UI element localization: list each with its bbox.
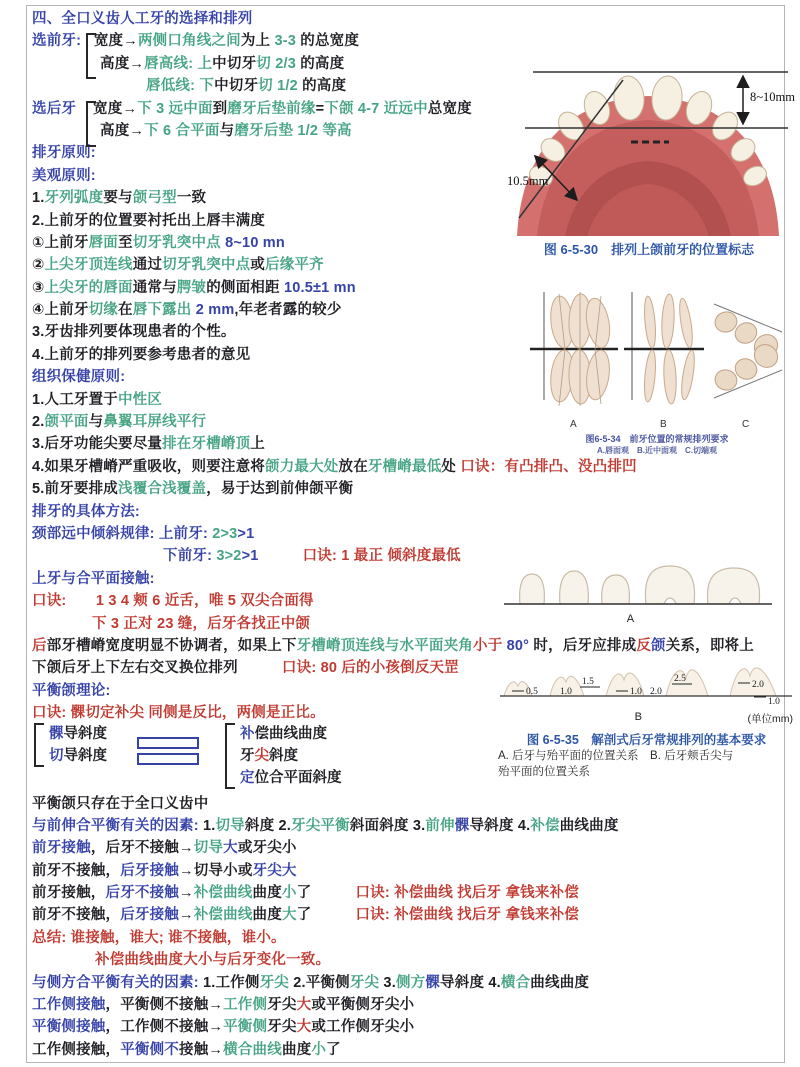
text-run: 上尖牙的唇面 (44, 279, 133, 296)
text-run: 小于 (473, 637, 503, 654)
svg-text:2.0: 2.0 (752, 680, 764, 690)
text-run: 髁 (425, 974, 441, 991)
text-run: 平衡颌只存在于全口义齿中 (32, 795, 209, 812)
text-run: ④上前牙 (32, 302, 89, 319)
text-run: 切导 (193, 840, 224, 857)
text-run: 浅覆合浅覆盖 (118, 481, 207, 498)
front-teeth-bracket (86, 33, 96, 79)
text-run: → (129, 55, 145, 72)
text-run: 平衡颌理论: (32, 682, 111, 699)
text-run: 补偿曲线 (193, 907, 253, 924)
text-run: 中切牙 (212, 55, 257, 72)
fig-b-label-row (498, 711, 795, 727)
text-run: 切牙乳突中点 (132, 234, 221, 251)
text-run: 横合曲线 (223, 1041, 282, 1058)
fig-a-label: A (626, 613, 635, 625)
text-run: 的高度 (297, 78, 347, 95)
text-run (238, 660, 282, 676)
text-run: 曲线曲度 (530, 974, 590, 991)
text-run: 一致 (176, 190, 207, 207)
text-run: 的高度 (295, 55, 345, 72)
text-run: 切 (49, 748, 64, 764)
text-run: 导斜度 (63, 726, 107, 742)
text-run: 在 (117, 302, 133, 319)
text-run: 唇高线: (144, 55, 198, 72)
text-run: 前牙接触 (32, 840, 91, 857)
text-run: 前伸 (425, 817, 455, 834)
text-run: 斜度 (269, 748, 298, 764)
text-run: 工作侧 (223, 997, 268, 1014)
text-run: 选前牙: (32, 33, 82, 50)
fig-6-5-35-sub1: A. 后牙与殆平面的位置关系 B. 后牙颊舌尖与 (498, 750, 734, 762)
text-run: → (179, 885, 194, 902)
text-run: ，后牙不接触→ (90, 840, 194, 857)
text-run: 的侧面相距 (206, 279, 284, 296)
text-run: 1. (32, 190, 45, 207)
text-run: 3. (412, 817, 426, 834)
text-run: 牙尖 (267, 997, 297, 1014)
text-run: 髁 (454, 817, 470, 834)
text-run: 口诀: 髁切定补尖 同侧是反比，两侧是正比。 (32, 705, 325, 722)
text-run: 偿曲线曲度 (254, 726, 327, 742)
text-run: 上牙与合平面接触: (32, 570, 155, 587)
text-run: 10.5±1 mn (283, 279, 356, 296)
fig-6-5-35-a (498, 552, 778, 629)
text-run: 排牙原则: (32, 145, 96, 162)
text-run: 或牙尖小 (237, 840, 297, 857)
unit-label: (单位mm) (747, 713, 793, 725)
section-title (32, 8, 792, 30)
text-run: → (122, 100, 138, 117)
condylar-incisal-group (34, 723, 107, 767)
text-run: 2.上前牙的位置要衬托出上唇丰满度 (32, 212, 265, 229)
tissue-5 (32, 478, 792, 500)
text-run: 部牙槽嵴宽度明显不协调者，如果上下 (46, 637, 297, 654)
text-run: 唇下露出 (132, 302, 192, 319)
text-run: 处 (441, 458, 461, 475)
text-run: 接触→ (179, 1041, 224, 1058)
text-run: 总结: 谁接触，谁大; 谁不接触，谁小。 (32, 929, 286, 946)
text-run: 牙尖 (267, 1019, 297, 1036)
text-run: >1 (241, 548, 259, 565)
text-run: 放在 (338, 458, 368, 475)
tissue-4 (32, 456, 792, 478)
text-run: 导斜度 (440, 974, 489, 991)
text-run: 补偿 (530, 817, 560, 834)
text-run: 3.牙齿排列要体现患者的个性。 (32, 324, 236, 341)
text-run: 1/2 (277, 78, 298, 95)
text-run: 下 3 正对 23 缝，后牙各找正中颌 (92, 615, 311, 632)
fig-6-5-35-sub2: 殆平面的位置关系 (498, 766, 590, 778)
text-run: 80° (502, 637, 530, 654)
fig-6-5-34-subcaption: A.唇面观 B.近中面观 C.切端观 (597, 446, 717, 455)
text-run: 切 (256, 55, 276, 72)
text-run: 腭皱 (176, 279, 207, 296)
text-run: 口诀: 补偿曲线 找后牙 拿钱来补偿 (355, 885, 579, 902)
text-run: 了 (296, 885, 312, 902)
text-run: 上 (197, 55, 213, 72)
text-run: 小 (281, 885, 297, 902)
text-run: 鼻翼耳屏线平行 (103, 414, 207, 431)
heading-specific-methods (32, 501, 792, 523)
text-run: 后牙不接触 (105, 885, 179, 902)
text-run: 了 (326, 1041, 341, 1058)
text-run: 磨牙后垫 1/2 等高 (234, 122, 352, 139)
text-run: 横合 (500, 974, 531, 991)
text-run: 反 (636, 637, 652, 654)
text-run: 2/3 (275, 55, 296, 72)
lateral-rule-1 (32, 994, 792, 1016)
palate-diagram (503, 58, 795, 236)
text-run: 或 (250, 257, 265, 274)
text-run: 颌弓型 (132, 190, 177, 207)
text-run: → (129, 122, 145, 139)
text-run: 牙尖平衡 (291, 817, 350, 834)
diagram-row (240, 723, 342, 745)
balance-note (32, 793, 792, 815)
text-run (259, 548, 303, 564)
diagram-row (240, 767, 342, 789)
text-run: 牙尖大 (252, 862, 297, 879)
text-run: 为上 (240, 33, 275, 50)
right-bracket (225, 723, 235, 789)
text-run: 后缘平齐 (265, 257, 324, 274)
svg-text:1.5: 1.5 (582, 677, 594, 687)
fig-6-5-30-caption: 图 6-5-30 排列上颌前牙的位置标志 (543, 242, 755, 257)
text-run: 4.如果牙槽嵴严重吸收，则要注意将 (32, 458, 265, 475)
text-run: 2 mm (191, 302, 235, 319)
text-run: 1.工作侧 (202, 974, 260, 991)
text-run: 中切牙 (214, 78, 259, 95)
text-run: 下 (199, 78, 215, 95)
fig-6-5-35-b (498, 656, 795, 780)
text-run: 口诀：有凸排凸、没凸排凹 (460, 458, 637, 475)
crossbite-rule-1 (32, 635, 792, 657)
text-run: 两侧口角线之间 (137, 33, 241, 50)
text-run: 牙尖 (349, 974, 380, 991)
text-run: 颈部远中倾斜规律: (32, 525, 159, 542)
text-run: 下 6 合平面 (144, 122, 220, 139)
text-run: 下前牙: (163, 548, 217, 565)
text-run (311, 885, 355, 901)
text-run: ，平衡侧不接触→ (105, 997, 224, 1014)
balance-factors-diagram (34, 723, 342, 789)
text-run: 到 (212, 100, 228, 117)
text-run: 选后牙 (32, 100, 77, 117)
tilt-rule-upper (32, 523, 792, 545)
posterior-teeth-occlusal-diagram (498, 552, 778, 608)
text-run: 2>3 (212, 525, 238, 542)
protrusive-rule-2 (32, 860, 792, 882)
text-run: 1.人工牙置于 (32, 391, 118, 408)
text-run: ，易于达到前伸颌平衡 (206, 481, 354, 498)
front-teeth-width (32, 30, 792, 52)
text-run: 唇面 (88, 234, 118, 251)
text-run: 与侧方合平衡有关的因素: (32, 974, 203, 991)
text-run: 5.前牙要排成 (32, 481, 118, 498)
text-run: 组织保健原则: (32, 369, 126, 386)
text-run: 美观原则: (32, 167, 96, 184)
text-run: 大 (296, 1019, 312, 1036)
text-run: 定 (240, 770, 255, 786)
text-run: 通常与 (132, 279, 177, 296)
text-run: 小 (311, 1041, 327, 1058)
posterior-teeth-cusp-height-diagram (498, 656, 795, 706)
text-run: 颌力最大处 (265, 458, 339, 475)
protrusive-rule-4 (32, 904, 792, 926)
protrusive-rule-1 (32, 837, 792, 859)
text-run: 曲度 (252, 885, 282, 902)
text-run: 至 (117, 234, 133, 251)
text-run: 切 (258, 78, 278, 95)
equals-symbol (137, 737, 199, 769)
text-run: 斜度 (244, 817, 279, 834)
text-run: → (123, 33, 138, 50)
text-run: 排牙的具体方法: (32, 503, 140, 520)
svg-text:1.0: 1.0 (768, 697, 780, 706)
dimension-10-5mm: 10.5mm (507, 174, 549, 188)
text-run: 曲线曲度 (559, 817, 619, 834)
panel-label-c: C (742, 419, 750, 430)
svg-text:2.5: 2.5 (674, 674, 686, 684)
text-run: 补 (240, 726, 255, 742)
text-run: ，工作侧不接触→ (105, 1019, 224, 1036)
text-run: 四、全口义齿人工牙的选择和排列 (32, 11, 253, 27)
svg-text:2.0: 2.0 (650, 687, 662, 697)
text-run: 高度 (100, 122, 130, 139)
text-run: 关系，即将上 (665, 637, 754, 654)
text-run: 口诀: 1 3 4 颊 6 近舌，唯 5 双尖合面得 (32, 593, 314, 610)
text-run: 的总宽度 (296, 33, 360, 50)
text-run: 补偿曲线曲度大小与后牙变化一致。 (95, 952, 331, 969)
text-run: 后 (32, 637, 47, 654)
text-run: 与 (88, 414, 104, 431)
text-run: ② (32, 257, 45, 274)
panel-label-a: A (570, 419, 577, 430)
text-run: 上前牙: (158, 525, 213, 542)
text-run: >1 (237, 525, 255, 542)
text-run: 或平衡侧牙尖小 (311, 997, 415, 1014)
fig-6-5-34-caption: 图6-5-34 前牙位置的常规排列要求 (585, 434, 729, 444)
text-run: 平衡侧 (223, 1019, 268, 1036)
back-teeth-bracket (86, 101, 96, 147)
text-run: ③ (32, 279, 45, 296)
text-run: 总宽度 (427, 100, 472, 117)
text-run: 补偿曲线 (193, 885, 253, 902)
panel-labels (528, 419, 786, 433)
text-run: →切导小或 (179, 862, 253, 879)
text-run: 要与 (103, 190, 133, 207)
text-run: 平衡侧接触 (32, 1019, 106, 1036)
text-run: 切导 (215, 817, 245, 834)
text-run: 中性区 (118, 391, 163, 408)
text-run: 后牙接触 (120, 907, 180, 924)
fig-b-label: B (634, 711, 642, 723)
diagram-row (49, 723, 107, 745)
text-run: 髁 (49, 726, 64, 742)
text-run: 曲度 (281, 1041, 312, 1058)
dimension-8-10mm: 8~10mm (750, 90, 795, 104)
text-run: 工作侧接触 (32, 997, 106, 1014)
fig-a-label-row (498, 613, 778, 629)
diagram-row (49, 745, 107, 767)
protrusive-factors (32, 815, 792, 837)
compensating-curve-group (225, 723, 342, 789)
text-run: 8~10 mn (220, 234, 285, 251)
text-run: 了 (296, 907, 312, 924)
anterior-teeth-arrangement-diagram (528, 288, 786, 414)
text-run: 上 (250, 436, 265, 453)
text-run: 牙列弧度 (44, 190, 104, 207)
text-run: 下 3 远中面 (137, 100, 213, 117)
text-run: 唇低线: (146, 78, 200, 95)
text-run: ①上前牙 (32, 234, 89, 251)
text-run: 大 (296, 997, 312, 1014)
text-run: 2. (32, 414, 45, 431)
text-run: 侧方 (395, 974, 426, 991)
text-run: 位合平面斜度 (254, 770, 342, 786)
text-run: ,年老者露的较少 (234, 302, 342, 319)
svg-text:0.5: 0.5 (526, 687, 538, 697)
text-run: 后牙接触 (120, 862, 180, 879)
text-run: 平衡侧不 (120, 1041, 180, 1058)
panel-label-b: B (660, 419, 667, 430)
lateral-factors (32, 972, 792, 994)
text-run: 4. (517, 817, 531, 834)
text-run: 切牙乳突中点 (162, 257, 251, 274)
text-run: 时，后牙应排成 (529, 637, 637, 654)
text-run: 2. (278, 817, 292, 834)
text-run: 4.上前牙的排列要参考患者的意见 (32, 346, 251, 363)
text-run: 前牙不接触， (32, 862, 121, 879)
text-run: 3>2 (216, 548, 242, 565)
text-run: 下颌 4-7 近远中 (324, 100, 428, 117)
protrusive-rule-3 (32, 882, 792, 904)
fig-6-5-30 (503, 58, 795, 258)
text-run: 或工作侧牙尖小 (311, 1019, 415, 1036)
text-run: 大 (281, 907, 297, 924)
summary-2 (95, 949, 792, 971)
text-run: 3.后牙功能尖要尽量 (32, 436, 163, 453)
text-run: 导斜度 (63, 748, 107, 764)
text-run: 曲度 (252, 907, 282, 924)
text-run: 导斜度 (469, 817, 518, 834)
text-run: 口诀: 补偿曲线 找后牙 拿钱来补偿 (355, 907, 579, 924)
text-run: 尖 (254, 748, 269, 764)
text-run: 口诀: 80 后的小孩倒反天罡 (281, 660, 459, 677)
fig-6-5-35-caption: 图 6-5-35 解剖式后牙常规排列的基本要求 (526, 733, 767, 747)
text-run: 宽度 (93, 100, 123, 117)
text-run: 工作侧接触， (32, 1041, 121, 1058)
left-bracket (34, 723, 44, 767)
text-run: = (315, 100, 325, 117)
fig-6-5-34 (528, 288, 786, 456)
svg-text:1.0: 1.0 (560, 687, 572, 697)
svg-text:1.0: 1.0 (630, 687, 642, 697)
text-run: 3. (379, 974, 396, 991)
text-run: 通过 (132, 257, 163, 274)
summary-1 (32, 927, 792, 949)
text-run: 牙尖 (259, 974, 289, 991)
text-run: 前牙不接触， (32, 907, 121, 924)
text-run: 宽度 (93, 33, 124, 50)
text-run: 与前伸合平衡有关的因素: (32, 817, 203, 834)
lateral-rule-3 (32, 1039, 792, 1061)
diagram-row (240, 745, 342, 767)
text-run: 高度 (100, 55, 130, 72)
text-run: → (179, 907, 194, 924)
text-run: 牙槽嵴顶连线与水平面夹角 (296, 637, 474, 654)
text-run: 牙槽嵴最低 (367, 458, 442, 475)
text-run: 磨牙后垫前缘 (227, 100, 316, 117)
text-run: 切缘 (88, 302, 118, 319)
text-run: 大 (223, 840, 238, 857)
text-run: 2.平衡侧 (288, 974, 350, 991)
text-run: 排在牙槽嵴顶 (162, 436, 251, 453)
text-run: 颌平面 (44, 414, 89, 431)
text-run: 1. (202, 817, 216, 834)
text-run: 下颌后牙上下左右交叉换位排列 (32, 660, 238, 677)
text-run: 与 (219, 122, 235, 139)
text-run: 上尖牙顶连线 (44, 257, 133, 274)
text-run: 颌 (651, 637, 666, 654)
text-run: 前牙接触， (32, 885, 106, 902)
text-run: 牙 (240, 748, 255, 764)
text-run (311, 907, 355, 923)
text-run: 4. (488, 974, 501, 991)
text-run: 3-3 (274, 33, 297, 50)
text-run: 斜面斜度 (349, 817, 413, 834)
text-run: 口诀: 1 最正 倾斜度最低 (302, 548, 461, 565)
lateral-rule-2 (32, 1016, 792, 1038)
